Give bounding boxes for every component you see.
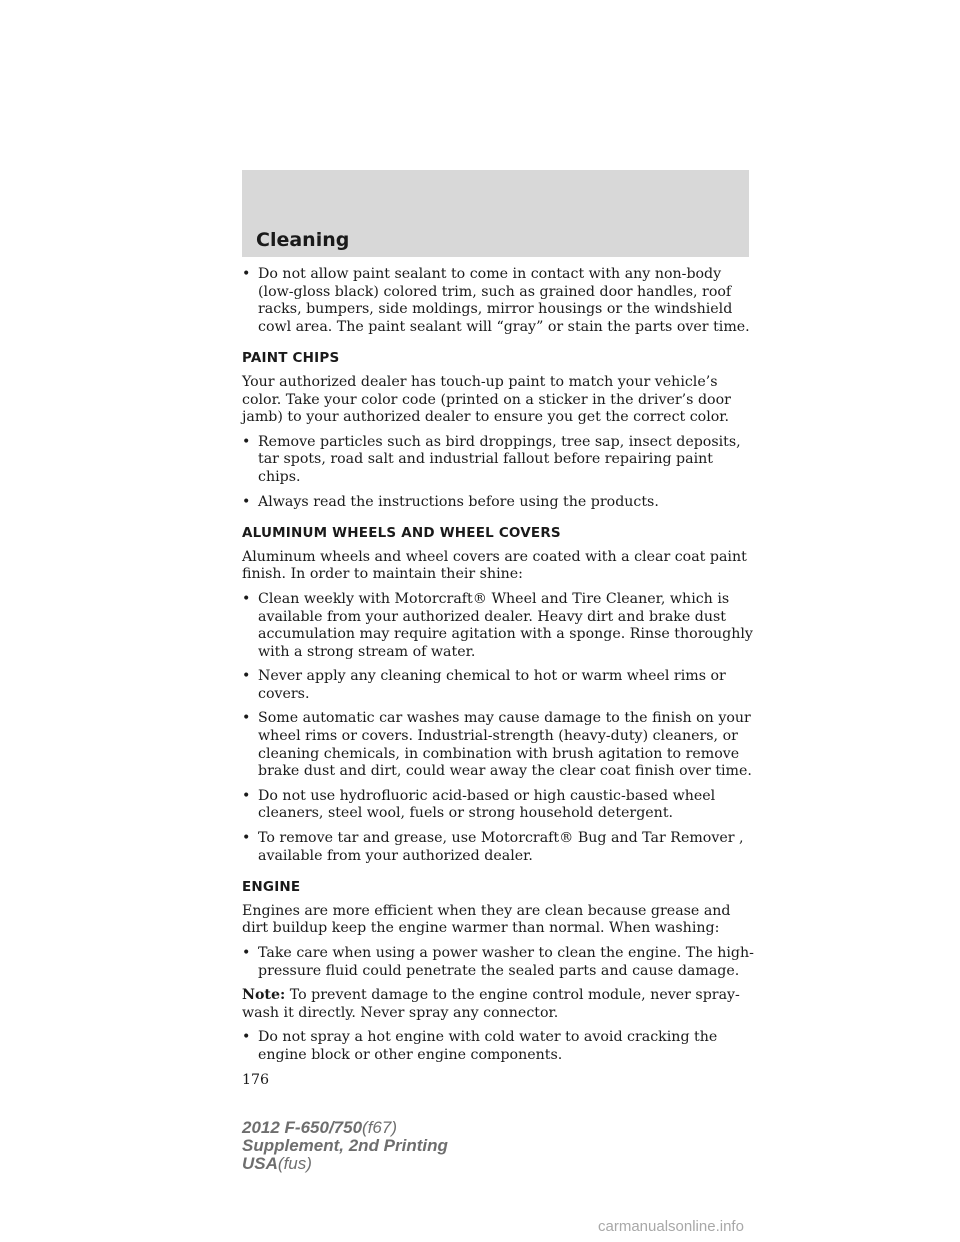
footer-line-edition xyxy=(242,1137,448,1155)
footer-model: 2012 F-650/750 xyxy=(242,1118,363,1137)
heading-aluminum-wheels: ALUMINUM WHEELS AND WHEEL COVERS xyxy=(242,525,561,542)
heading-paint-chips: PAINT CHIPS xyxy=(242,350,340,367)
bullet-glyph: • xyxy=(242,433,251,450)
bullet-glyph: • xyxy=(242,1029,251,1046)
footer-market-code: (fus) xyxy=(277,1154,312,1173)
bullet-text: Do not spray a hot engine with cold water to avoid cracking the engine block or other engine components. xyxy=(258,1029,718,1063)
bullet-glyph: • xyxy=(242,945,251,961)
footer-edition: Supplement, 2nd Printing xyxy=(242,1136,448,1155)
bullet-glyph: • xyxy=(242,266,251,282)
bullet-text: Remove particles such as bird droppings, tree sap, insect deposits, tar spots, road salt and industrial fallout before repairing paint chips. xyxy=(258,433,741,485)
bullet-text: Some automatic car washes may cause damage to the finish on your wheel rims or covers. Industrial-strength (heavy-duty) cleaners, or cleaning chemicals, in combination with brush agitation to remove brake dust and dirt, could wear away the clear coat finish over time. xyxy=(258,710,752,780)
bullet-text: Do not allow paint sealant to come in contact with any non-body (low-gloss black) colored trim, such as grained door handles, roof racks, bumpers, side moldings, mirror housings or the windshield cowl area. The paint sealant will “gray” or stain the parts over time. xyxy=(258,266,750,335)
note-label: Note: xyxy=(242,987,286,1004)
bullet-text: Never apply any cleaning chemical to hot or warm wheel rims or covers. xyxy=(258,668,726,702)
bullet-item xyxy=(242,1029,757,1064)
section-header-band xyxy=(242,170,749,257)
bullet-text: Do not use hydrofluoric acid-based or high caustic-based wheel cleaners, steel wool, fuels or strong household detergent. xyxy=(258,787,716,822)
footer-market: USA xyxy=(242,1154,278,1173)
print-footer xyxy=(242,1119,448,1173)
paragraph: Aluminum wheels and wheel covers are coated with a clear coat paint finish. In order to maintain their shine: xyxy=(242,548,747,583)
bullet-item xyxy=(242,830,757,865)
bullet-item xyxy=(242,494,757,512)
page-content xyxy=(242,266,757,1089)
bullet-glyph: • xyxy=(242,787,251,804)
note-text: To prevent damage to the engine control module, never spray-wash it directly. Never spray any connector. xyxy=(242,987,740,1021)
footer-line-model xyxy=(242,1119,448,1137)
watermark: carmanualsonline.info xyxy=(598,1218,744,1235)
bullet-item xyxy=(242,591,757,661)
bullet-item xyxy=(242,266,757,336)
bullet-text: Clean weekly with Motorcraft® Wheel and Tire Cleaner, which is available from your authorized dealer. Heavy dirt and brake dust accumulation may require agitation with a sponge. Rinse thoroughly with a strong stream of water. xyxy=(258,590,753,660)
paragraph: Your authorized dealer has touch-up paint to match your vehicle’s color. Take your color code (printed on a sticker in the driver’s door jamb) to your authorized dealer to ensure you get the correct color. xyxy=(242,373,731,426)
bullet-glyph: • xyxy=(242,590,251,607)
paragraph: Engines are more efficient when they are clean because grease and dirt buildup keep the engine warmer than normal. When washing: xyxy=(242,902,731,937)
section-title: Cleaning xyxy=(256,229,350,251)
bullet-glyph: • xyxy=(242,830,251,847)
heading-engine: ENGINE xyxy=(242,879,301,896)
bullet-glyph: • xyxy=(242,710,251,727)
bullet-item xyxy=(242,710,757,780)
bullet-item xyxy=(242,945,757,980)
bullet-item xyxy=(242,668,757,703)
bullet-item xyxy=(242,434,757,487)
bullet-text: To remove tar and grease, use Motorcraft® Bug and Tar Remover , available from your authorized dealer. xyxy=(258,830,744,864)
page-number: 176 xyxy=(242,1071,270,1088)
note-paragraph xyxy=(242,987,757,1022)
bullet-glyph: • xyxy=(242,493,251,510)
bullet-text: Always read the instructions before using the products. xyxy=(258,493,659,510)
bullet-text: Take care when using a power washer to clean the engine. The high-pressure fluid could penetrate the sealed parts and cause damage. xyxy=(258,945,754,979)
footer-model-code: (f67) xyxy=(362,1118,398,1137)
footer-line-market xyxy=(242,1155,448,1173)
bullet-glyph: • xyxy=(242,668,251,685)
bullet-item xyxy=(242,788,757,823)
